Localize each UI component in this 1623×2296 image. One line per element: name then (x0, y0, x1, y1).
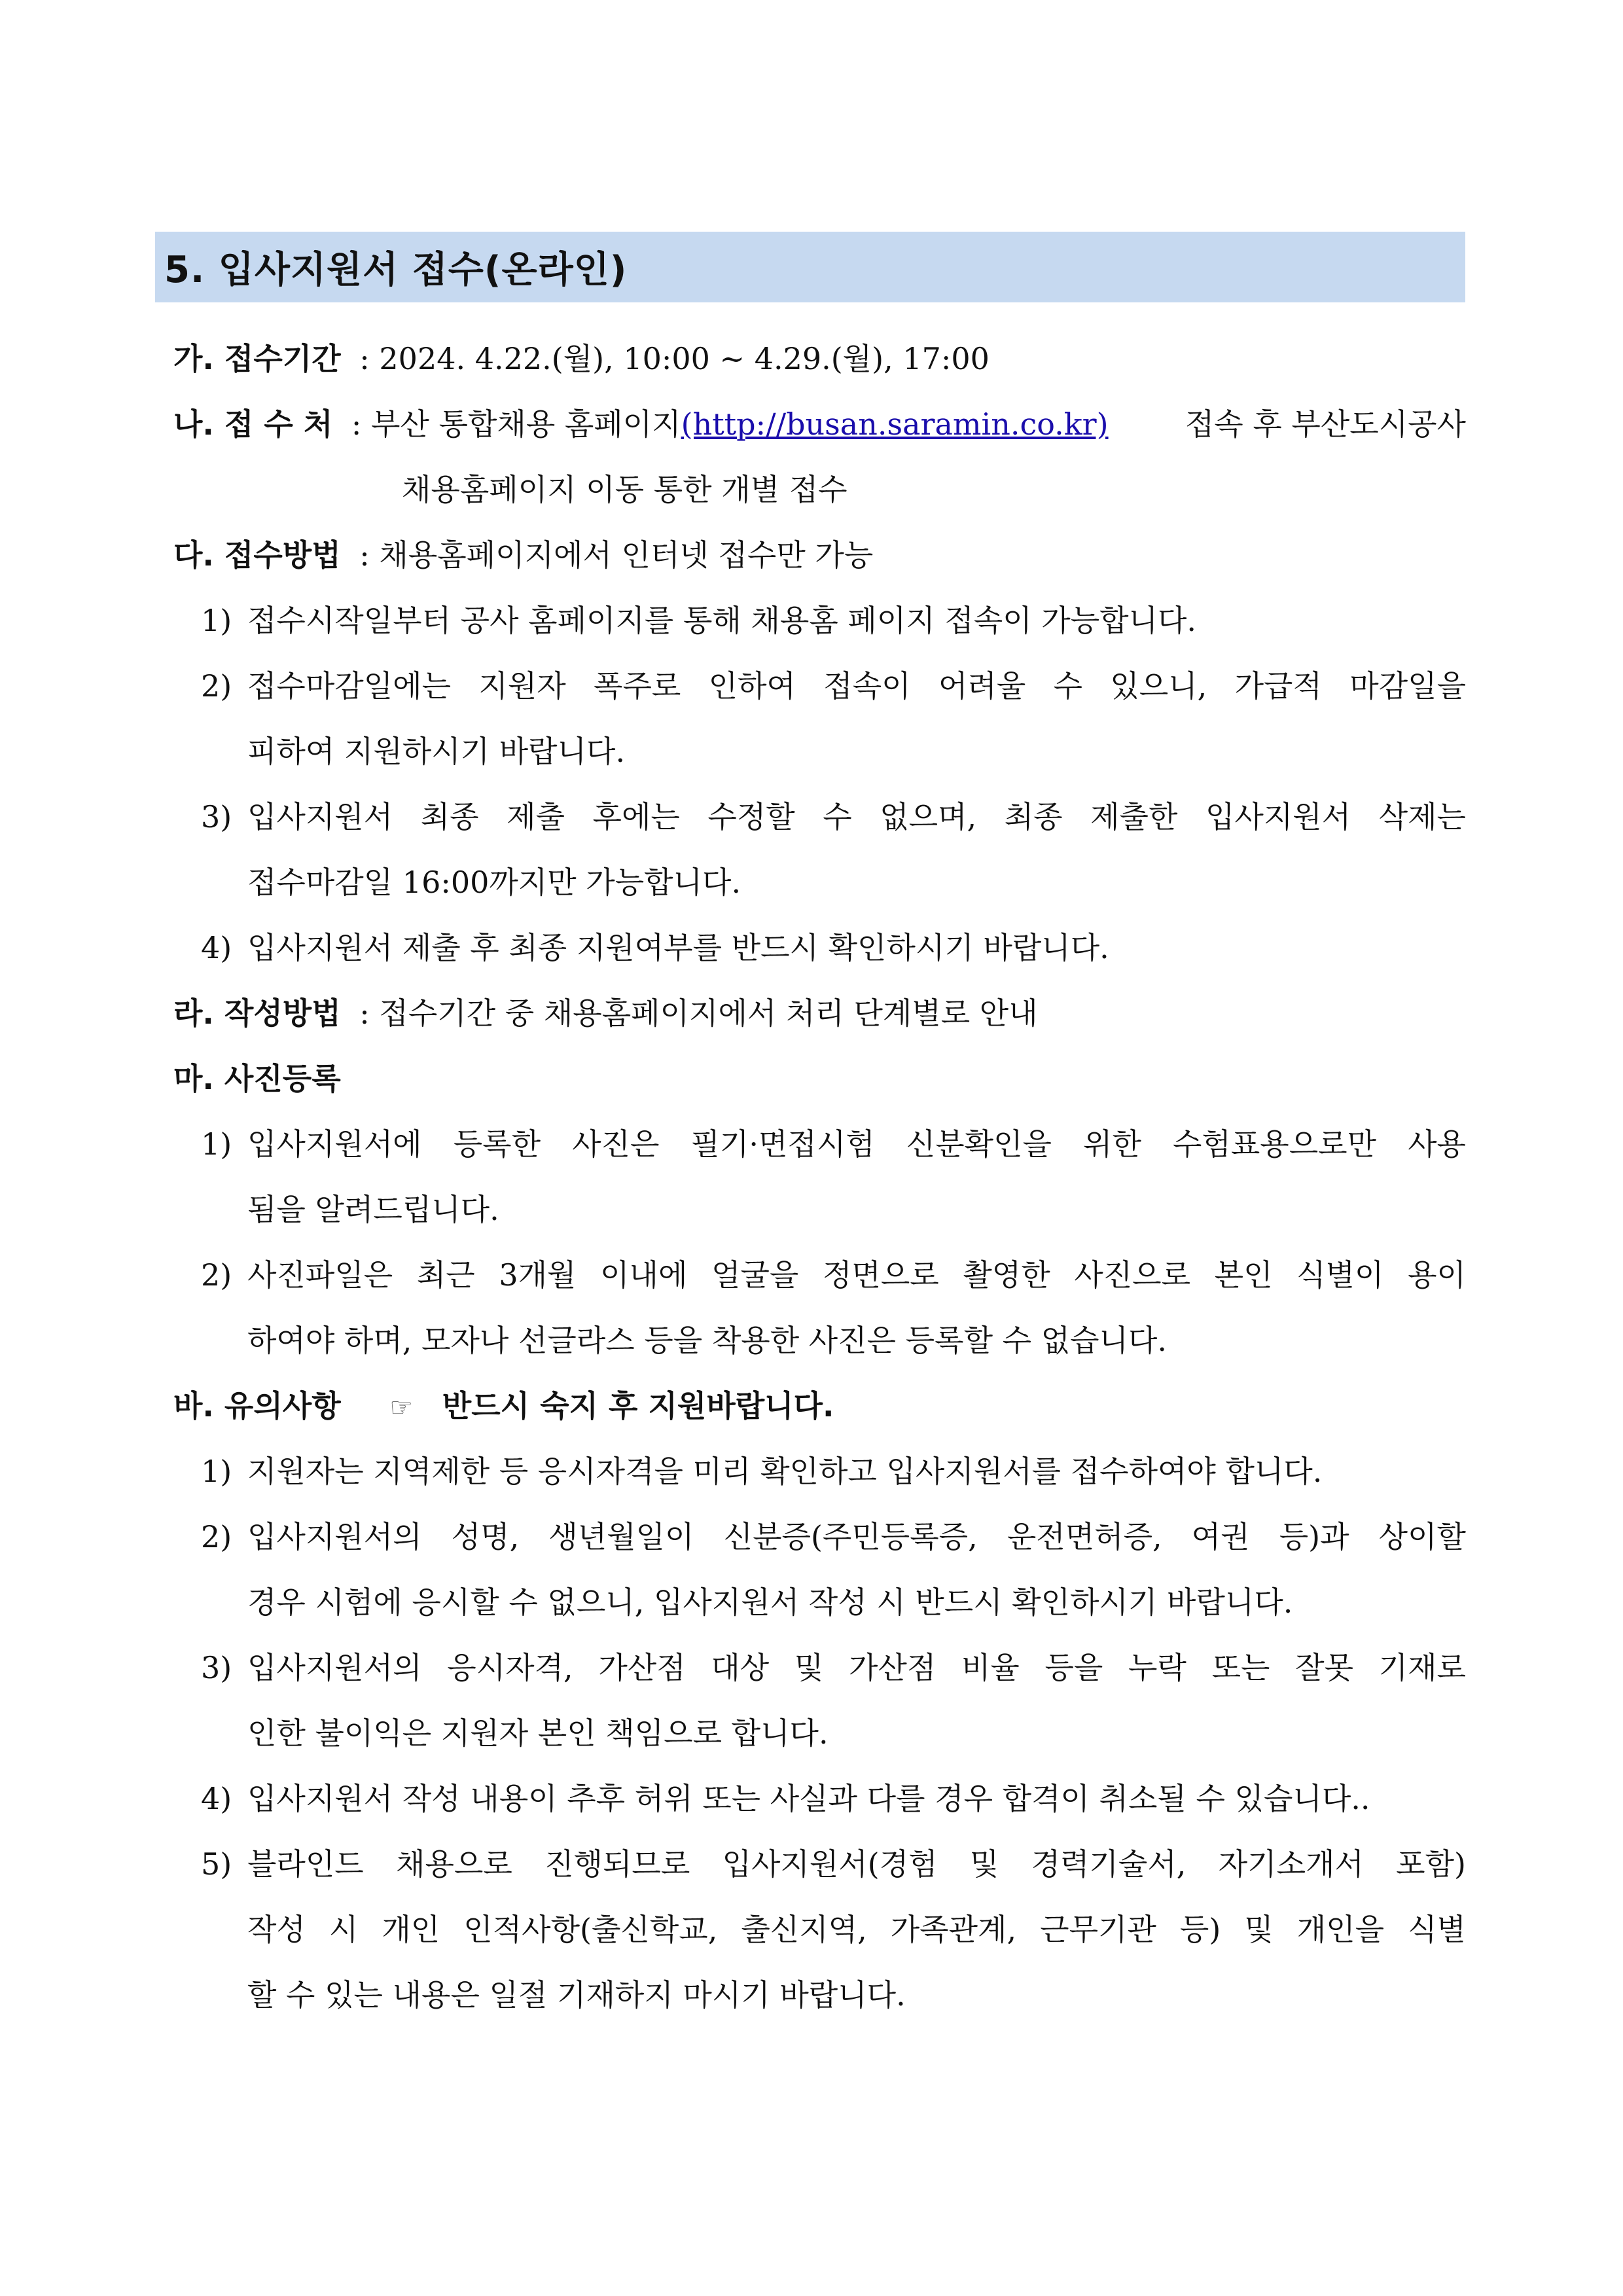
da-item-1-num: 1) (201, 603, 232, 638)
ga-row (173, 341, 990, 376)
ma-label: 마. 사진등록 (173, 1061, 341, 1096)
da-item-3-line-2: 접수마감일 16:00까지만 가능합니다. (247, 865, 741, 900)
ba-item-3-line-1: 입사지원서의 응시자격, 가산점 대상 및 가산점 비율 등을 누락 또는 잘못 기재로 (247, 1650, 1466, 1685)
da-item-2-line-2: 피하여 지원하시기 바랍니다. (247, 734, 626, 769)
da-item-1-line-1: 접수시작일부터 공사 홈페이지를 통해 채용홈 페이지 접속이 가능합니다. (247, 603, 1197, 638)
da-item-4-num: 4) (201, 930, 232, 965)
ba-item-3-line-2: 인한 불이익은 지원자 본인 책임으로 합니다. (247, 1715, 829, 1751)
saramin-link[interactable]: (http://busan.saramin.co.kr) (681, 406, 1109, 442)
ra-text: : 접수기간 중 채용홈페이지에서 처리 단계별로 안내 (359, 996, 1038, 1031)
ba-item-5-line-2: 작성 시 개인 인적사항(출신학교, 출신지역, 가족관계, 근무기관 등) 및 개인을 식별 (247, 1912, 1466, 1947)
ga-label: 가. 접수기간 (173, 341, 341, 376)
section-header (155, 232, 1465, 302)
ba-item-5-num: 5) (201, 1846, 232, 1882)
ba-item-2-num: 2) (201, 1519, 232, 1554)
da-item-2-num: 2) (201, 668, 232, 704)
ma-item-1-num: 1) (201, 1126, 232, 1162)
na-text-after: 접속 후 부산도시공사 (1185, 406, 1466, 442)
ra-row (173, 996, 1038, 1031)
da-label: 다. 접수방법 (173, 537, 341, 573)
pointing-hand-icon: ☞ (389, 1393, 414, 1423)
ba-item-2-line-1: 입사지원서의 성명, 생년월일이 신분증(주민등록증, 운전면허증, 여권 등)과 상이할 (247, 1519, 1466, 1554)
ra-label: 라. 작성방법 (173, 996, 341, 1031)
ma-item-2-num: 2) (201, 1257, 232, 1293)
ma-item-2-line-1: 사진파일은 최근 3개월 이내에 얼굴을 정면으로 촬영한 사진으로 본인 식별이 용이 (247, 1257, 1466, 1293)
da-text: : 채용홈페이지에서 인터넷 접수만 가능 (359, 537, 874, 573)
da-item-4-line-1: 입사지원서 제출 후 최종 지원여부를 반드시 확인하시기 바랍니다. (247, 930, 1109, 965)
ba-notice: 반드시 숙지 후 지원바랍니다. (442, 1388, 834, 1424)
da-row (173, 537, 874, 573)
ba-item-4-line-1: 입사지원서 작성 내용이 추후 허위 또는 사실과 다를 경우 합격이 취소될 수 있습니다.. (247, 1781, 1370, 1816)
na-text-before: : 부산 통합채용 홈페이지 (351, 406, 681, 442)
ba-item-4-num: 4) (201, 1781, 232, 1816)
na-row (173, 406, 1466, 442)
ba-item-5-line-3: 할 수 있는 내용은 일절 기재하지 마시기 바랍니다. (247, 1977, 906, 2013)
da-item-3-num: 3) (201, 799, 232, 834)
na-line2: 채용홈페이지 이동 통한 개별 접수 (402, 472, 847, 507)
ma-item-1-line-1: 입사지원서에 등록한 사진은 필기·면접시험 신분확인을 위한 수험표용으로만 사용 (247, 1126, 1466, 1162)
ma-row (173, 1061, 341, 1096)
ma-item-2-line-2: 하여야 하며, 모자나 선글라스 등을 착용한 사진은 등록할 수 없습니다. (247, 1323, 1168, 1358)
ba-item-5-line-1: 블라인드 채용으로 진행되므로 입사지원서(경험 및 경력기술서, 자기소개서 포함) (247, 1846, 1466, 1882)
ba-item-3-num: 3) (201, 1650, 232, 1685)
da-item-2-line-1: 접수마감일에는 지원자 폭주로 인하여 접속이 어려울 수 있으니, 가급적 마감일을 (247, 668, 1466, 704)
ma-item-1-line-2: 됨을 알려드립니다. (247, 1192, 499, 1227)
na-label: 나. 접 수 처 (173, 406, 333, 442)
ga-text: : 2024. 4.22.(월), 10:00 ~ 4.29.(월), 17:00 (359, 341, 990, 376)
ba-label: 바. 유의사항 (173, 1388, 341, 1424)
ba-item-1-line-1: 지원자는 지역제한 등 응시자격을 미리 확인하고 입사지원서를 접수하여야 합니다. (247, 1454, 1323, 1489)
da-item-3-line-1: 입사지원서 최종 제출 후에는 수정할 수 없으며, 최종 제출한 입사지원서 삭제는 (247, 799, 1466, 834)
ba-item-1-num: 1) (201, 1454, 232, 1489)
section-title: 5. 입사지원서 접수(온라인) (164, 249, 628, 291)
ba-row (173, 1388, 834, 1424)
ba-item-2-line-2: 경우 시험에 응시할 수 없으니, 입사지원서 작성 시 반드시 확인하시기 바랍니다. (247, 1585, 1293, 1620)
